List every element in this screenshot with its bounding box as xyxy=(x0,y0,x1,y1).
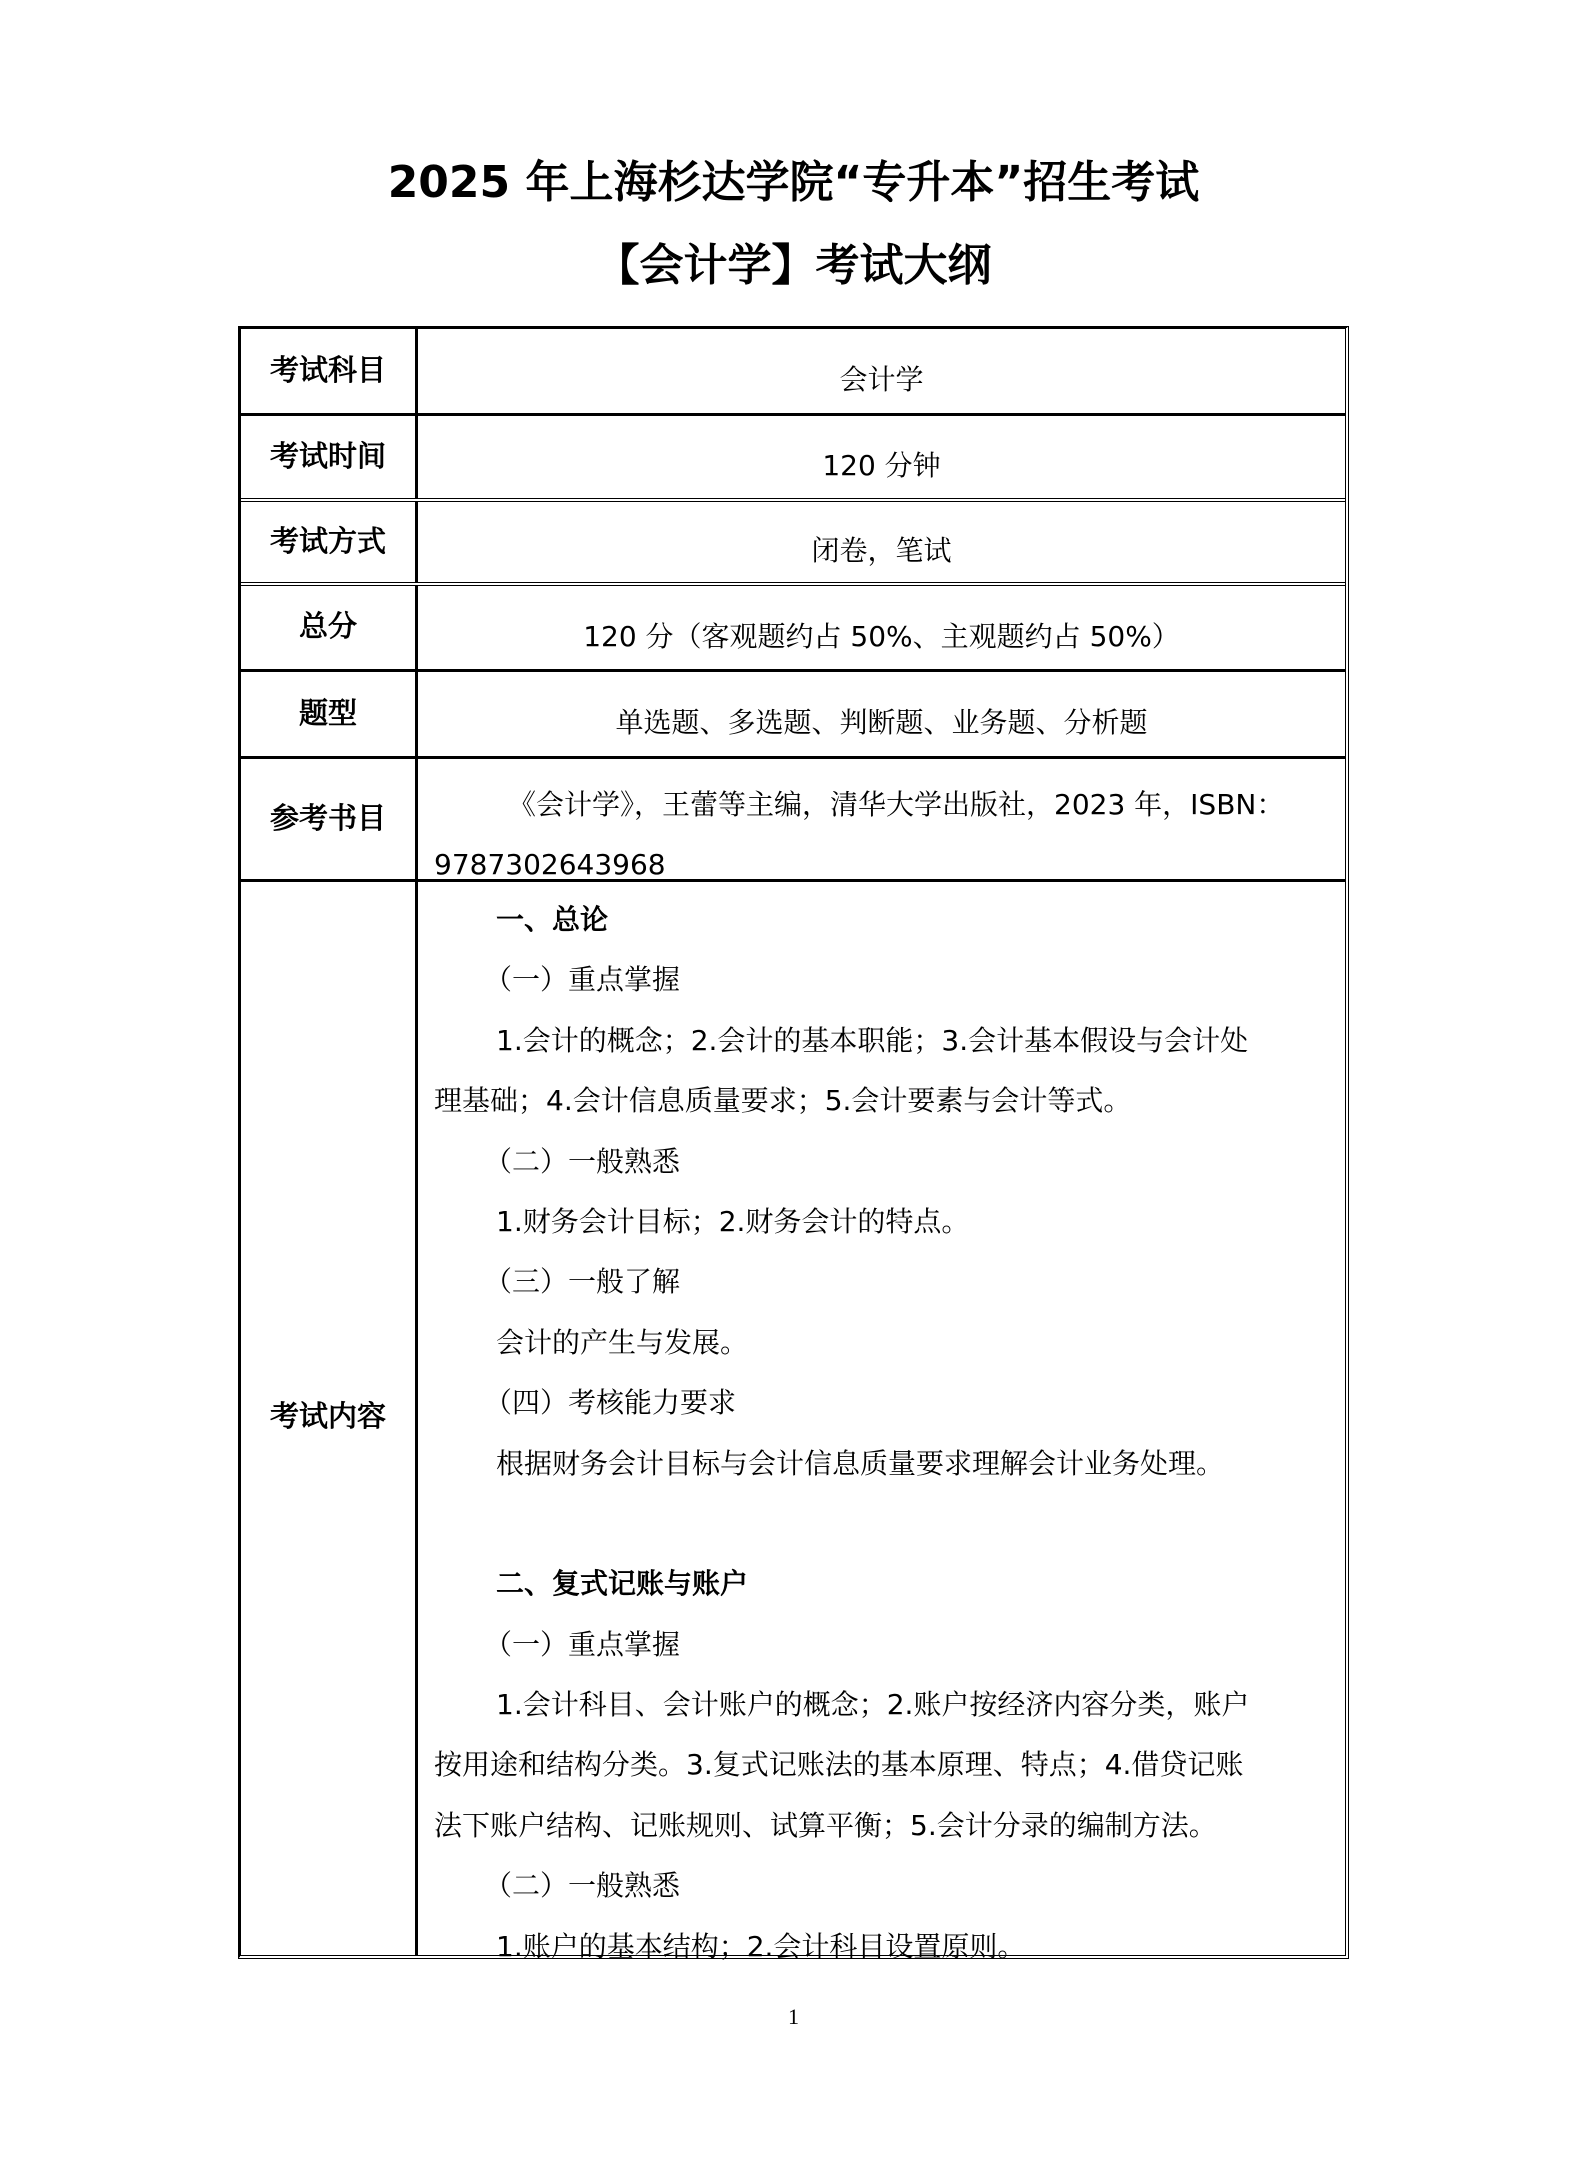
table-row-format xyxy=(241,502,1345,586)
reference-isbn: 9787302643968 xyxy=(434,848,666,881)
syllabus-table xyxy=(238,326,1349,1963)
row-value: 120 分（客观题约占 50%、主观题约占 50%） xyxy=(583,619,1180,653)
row-label: 总分 xyxy=(241,586,418,669)
page-number: 1 xyxy=(788,2004,799,2029)
subsection-heading: （一）重点掌握 xyxy=(484,963,681,997)
row-label: 考试科目 xyxy=(241,329,418,413)
content-line: 会计的产生与发展。 xyxy=(496,1325,749,1359)
row-label: 考试内容 xyxy=(241,882,418,1955)
content-line: 按用途和结构分类。3.复式记账法的基本原理、特点；4.借贷记账 xyxy=(434,1748,1244,1782)
subsection-heading: （一）重点掌握 xyxy=(484,1627,681,1661)
subsection-heading: （二）一般熟悉 xyxy=(484,1144,681,1178)
content-line: 1.财务会计目标；2.财务会计的特点。 xyxy=(496,1204,970,1238)
content-line: 1.会计的概念；2.会计的基本职能；3.会计基本假设与会计处 xyxy=(496,1023,1249,1057)
table-row-subject xyxy=(241,329,1345,416)
content-line: 1.会计科目、会计账户的概念；2.账户按经济内容分类，账户 xyxy=(496,1688,1250,1722)
table-row-question-types xyxy=(241,672,1345,759)
table-row-duration xyxy=(241,416,1345,502)
row-value: 单选题、多选题、判断题、业务题、分析题 xyxy=(615,706,1148,739)
table-row-reference-book xyxy=(241,759,1345,882)
reference-line-1: 《会计学》，王蕾等主编，清华大学出版社，2023 年，ISBN： xyxy=(508,788,1285,821)
exam-content-text xyxy=(418,882,1345,1963)
reference-book-text xyxy=(418,759,1345,879)
document-title: 2025 年上海杉达学院“专升本”招生考试 xyxy=(387,157,1200,208)
row-label: 题型 xyxy=(241,672,418,756)
content-line: 根据财务会计目标与会计信息质量要求理解会计业务处理。 xyxy=(496,1446,1225,1480)
row-value: 闭卷，笔试 xyxy=(811,534,952,567)
section-heading: 一、总论 xyxy=(496,903,609,936)
row-value: 会计学 xyxy=(839,363,924,396)
subsection-heading: （三）一般了解 xyxy=(484,1265,681,1299)
row-label: 参考书目 xyxy=(241,759,418,879)
subsection-heading: （二）一般熟悉 xyxy=(484,1869,681,1903)
blank-line xyxy=(434,1494,1335,1554)
subsection-heading: （四）考核能力要求 xyxy=(484,1386,737,1420)
row-value: 120 分钟 xyxy=(822,449,941,482)
content-line: 法下账户结构、记账规则、试算平衡；5.会计分录的编制方法。 xyxy=(434,1808,1217,1842)
document-subtitle: 【会计学】考试大纲 xyxy=(595,240,992,291)
table-row-total-score xyxy=(241,586,1345,672)
table-row-exam-content xyxy=(241,882,1345,1963)
content-line: 理基础；4.会计信息质量要求；5.会计要素与会计等式。 xyxy=(434,1084,1132,1118)
row-label: 考试方式 xyxy=(241,502,418,582)
row-label: 考试时间 xyxy=(241,416,418,498)
content-line: 1.账户的基本结构；2.会计科目设置原则。 xyxy=(496,1929,1026,1963)
section-heading: 二、复式记账与账户 xyxy=(496,1567,749,1601)
